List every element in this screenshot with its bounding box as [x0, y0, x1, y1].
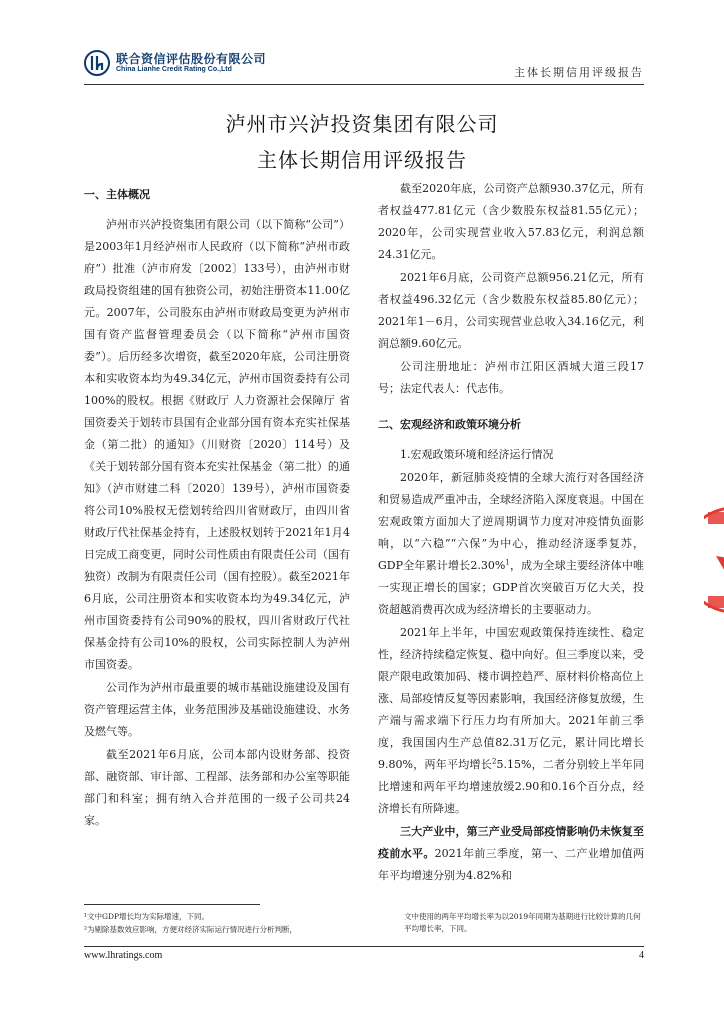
- footnote-1: ¹文中GDP增长均为实际增速，下同。: [84, 912, 210, 921]
- paragraph: 2021年上半年，中国宏观政策保持连续性、稳定性，经济持续稳定恢复、稳中向好。但三季度以来，受限产限电政策加码、楼市调控趋严、原材料价格高位上涨、局部疫情反复等因素影响，我国经济修复放缓，生产端与需求端下行压力均有所加大。2021年前三季度，我国国内生产总值82.31万亿元，累计同比增长9.80%，两年平均增长$^2$5.15%，二者分别较上半年同比增速和两年平均增速放缓2.90和0.16个百分点，经济增长有所降速。: [378, 626, 644, 815]
- left-column: [84, 178, 350, 833]
- footnote-divider: [84, 904, 260, 905]
- report-type-label: 主体长期信用评级报告: [514, 66, 644, 79]
- footer-website: www.lhratings.com: [84, 950, 163, 961]
- section-heading-macro: 二、宏观经济和政策环境分析: [378, 418, 521, 431]
- paragraph: 三大产业中，第三产业受局部疫情影响仍未恢复至疫前水平。2021年前三季度，第一、二产业增加值两年平均增速分别为4.82%和: [378, 825, 644, 882]
- paragraph: 2020年，新冠肺炎疫情的全球大流行对各国经济和贸易造成严重冲击，全球经济陷入深度衰退。中国在宏观政策方面加大了逆周期调节力度对冲疫情负面影响，以“六稳”“六保”为中心，推动经济逐季复苏，GDP全年累计增长2.30%$^1$，成为全球主要经济体中唯一实现正增长的国家；GDP首次突破百万亿大关，投资超越消费再次成为经济增长的主要驱动力。: [378, 471, 645, 616]
- subsection-heading: 1.宏观政策环境和经济运行情况: [400, 448, 554, 461]
- header-divider: [84, 84, 644, 85]
- lianhe-logo-icon: [84, 50, 110, 76]
- paragraph: 截至2021年6月底，公司本部内设财务部、投资部、融资部、审计部、工程部、法务部和办公室等职能部门和科室；拥有纳入合并范围的一级子公司共24家。: [84, 748, 350, 827]
- company-logo-name: 联合资信评估股份有限公司: [116, 52, 267, 66]
- section-heading-overview: 一、主体概况: [84, 188, 150, 201]
- page-header: [84, 46, 644, 82]
- report-title-company: 泸州市兴泸投资集团有限公司: [225, 112, 499, 136]
- bold-lead-sentence: 三大产业中，第三产业受局部疫情影响仍未恢复至疫前水平。: [378, 825, 644, 860]
- company-logo-english: China Lianhe Credit Rating Co.,Ltd: [116, 66, 232, 73]
- footnote-ref: 2: [492, 757, 497, 766]
- report-title-type: 主体长期信用评级报告: [257, 148, 467, 172]
- page-number: 4: [639, 950, 644, 961]
- paragraph: 公司注册地址：泸州市江阳区酒城大道三段17号；法定代表人：代志伟。: [378, 360, 644, 395]
- footnote-2: ²为剔除基数效应影响，方便对经济实际运行情况进行分析判断，: [84, 925, 298, 934]
- paragraph: 2021年6月底，公司资产总额956.21亿元，所有者权益496.32亿元（含少数股东权益85.80亿元）；2021年1－6月，公司实现营业总收入34.16亿元，利润总额9.60亿元。: [378, 271, 644, 350]
- paragraph: 公司作为泸州市最重要的城市基础设施建设及国有资产管理运营主体，业务范围涉及基础设施建设、水务及燃气等。: [84, 681, 350, 738]
- footer-divider: [84, 946, 644, 947]
- paragraph: 截至2020年底，公司资产总额930.37亿元，所有者权益477.81亿元（含少数股东权益81.55亿元）；2020年，公司实现营业收入57.83亿元，利润总额24.31亿元。: [378, 182, 644, 261]
- footnote-ref: 1: [505, 558, 510, 567]
- red-seal-stamp-icon: [704, 500, 724, 620]
- paragraph: 泸州市兴泸投资集团有限公司（以下简称“公司”）是2003年1月经泸州市人民政府（以下简称“泸州市政府”）批准（泸市府发〔2002〕133号），由泸州市财政局投资组建的国有独资公司，初始注册资本11.00亿元。2007年，公司股东由泸州市财政局变更为泸州市国有资产监督管理委员会（以下简称“泸州市国资委”）。后历经多次增资，截至2020年底，公司注册资本和实收资本均为49.34亿元，泸州市国资委持有公司100%的股权。根据《财政厅 人力资源社会保障厅 省国资委关于划转市县国有企业部分国有资本充实社保基金（第二批）的通知》（川财资〔2020〕114号）及《关于划转部分国有资本充实社保基金（第二批）的通知》（泸市财建二科〔2020〕139号），泸州市国资委将公司10%股权无偿划转给四川省财政厅，由四川省财政厅代社保基金持有，上述股权划转于2021年1月4日完成工商变更，同时公司性质由有限责任公司（国有独资）改制为有限责任公司（国有控股）。截至2021年6月底，公司注册资本和实收资本均为49.34亿元，泸州市国资委持有公司90%的股权，四川省财政厅代社保基金持有公司10%的股权，公司实际控制人为泸州市国资委。: [84, 218, 350, 671]
- footnote-2-continued: 文中使用的两年平均增长率为以2019年同期为基期进行比较计算的几何平均增长率，下同。: [404, 912, 641, 933]
- right-column: [378, 178, 644, 888]
